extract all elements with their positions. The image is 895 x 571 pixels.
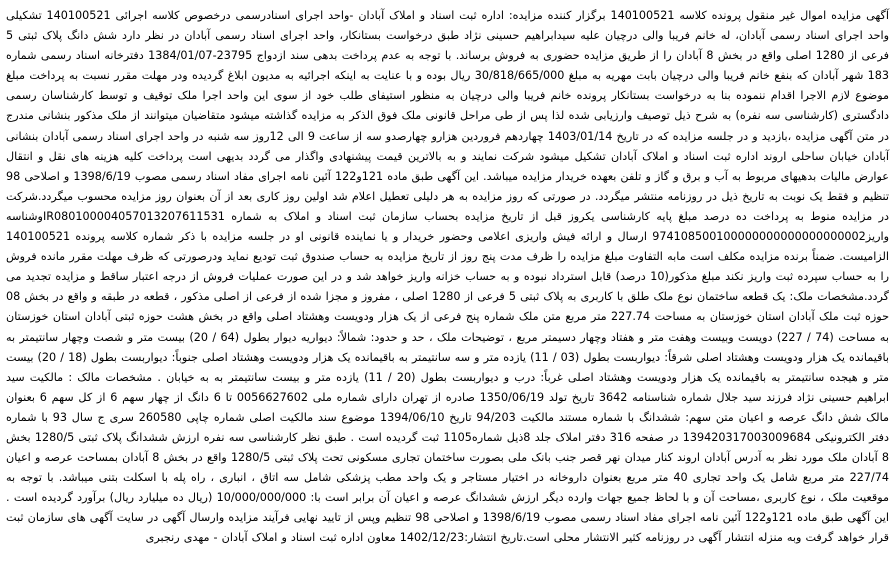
auction-notice-text: آگهی مزایده اموال غیر منقول پرونده کلاسه 140100521 برگزار کننده مزایده: اداره ثبت اسناد و املاک آبادان -واحد اجرای اسنادرسمی درخصوص کلاسه اجرائی 140100521 تشکیلی واحد اجرای اسناد رسمی آبادان، له خانم فریبا والی درچیان علیه سیدابراهیم حسینی نژاد طبق درخواست بستانکار، واحد اجرای اسناد رسمی آبادان در نظر دارد شش دانگ پلاک ثبتی 5 فرعی از 1280 اصلی واقع در بخش 8 آبادان را از طریق مزایده حضوری به فروش برساند. با توجه به عدم پرداخت بدهی سند ازدواج 23795-1384/01/07 دفترخانه اسناد رسمی شماره 183 شهر آبادان که بنفع خانم فریبا والی درچیان بابت مهریه به مبلغ 30/818/665/000 ریال بوده و با عنایت به اینکه اجرائیه به مدیون ابلاغ گردیده ودر مهلت مقرر نسبت به پرداخت مبلغ موضوع لازم الاجرا اقدام ننموده بنا به درخواست بستانکار پرونده خانم فریبا والی درچیان به منظور استیفای طلب خود از سوی این واحد اجرا ملک توقیف و توسط کارشناسان رسمی دادگستری (کارشناسی سه نفره) به شرح ذیل توصیف وارزیابی شده لذا پس از طی مراحل قانونی ملک فوق الذکر به مزایده گذاشته میشود متقاضیان میتوانند از ملک مذکور بنشانی مندرج در متن آگهی مزایده ،بازدید و در جلسه مزایده که در تاریخ 1403/01/14 چهاردهم فروردین هزارو چهارصدو سه از ساعت 9 الی 12روز سه شنبه در واحد اجرای اسناد رسمی آبادان بنشانی آبادان خیابان ساحلی اروند اداره ثبت اسناد و املاک آبادان تشکیل میشود شرکت نمایند و به بالاترین قیمت پیشنهادی واگذار می گردد بدیهی است پرداخت کلیه هزینه های نقل و انتقال عوارض مالیات بدهیهای مربوط به آب و برق و گاز و تلفن بعهده خریدار مزایده میباشد. این آگهی طبق ماده 121و122 آئین نامه اجرای مفاد اسناد رسمی مصوب 1398/6/19 و اصلاحی 98 تنظیم و فقط یک نوبت به تاریخ ذیل در روزنامه منتشر میگردد. در صورتی که روز مزایده به هر دلیلی تعطیل اعلام شد اولین روز کاری بعد از آن بعنوان روز مزایده محسوب میگردد.شرکت در مزایده منوط به پرداخت ده درصد مبلغ پایه کارشناسی یکروز قبل از تاریخ مزایده بحساب سازمان ثبت اسناد و املاک به شماره IR080100004057013207611531وشناسه واریز974108500100000000000000000002 ارسال و ارائه فیش واریزی اعلامی وحضور خریدار و یا نماینده قانونی او در جلسه مزایده با ذکر شماره کلاسه پرونده 140100521 الزامیست. ضمناً برنده مزایده مکلف است مابه التفاوت مبلغ مزایده را ظرف مدت پنج روز از تاریخ مزایده به حساب صندوق ثبت تودیع نماید ودرصورتی که ظرف مهلت مقرر مانده فروش را به حساب سپرده ثبت واریز نکند مبلغ مذکور(10 درصد) قابل استرداد نبوده و به حساب خزانه واریز خواهد شد و در این صورت عملیات فروش از درجه اعتبار ساقط و مزایده تجدید می گردد.مشخصات ملک: یک قطعه ساختمان نوع ملک طلق با کاربری به پلاک ثبتی 5 فرعی از 1280 اصلی ، مفروز و مجزا شده از فرعی از اصلی مذکور ، قطعه در طبقه و واقع در بخش 08 حوزه ثبت ملک آبادان استان خوزستان به مساحت 227.74 متر مربع متن ملک شماره پنج فرعی از یک هزار ودویست وهشتاد اصلی واقع در بخش هشت حوزه ثبتی آبادان استان خوزستان به مساحت (74 / 227) دویست وبیست وهفت متر و هفتاد وچهار دسیمتر مربع ، توضیحات ملک ، حد و حدود: شمالاً: دیواریه دیوار بطول (64 / 20) بیست متر و شصت وچهار سانتیمتر به باقیمانده یک هزار ودویست وهشتاد اصلی شرقاً: دیواربست بطول (03 / 11) یازده متر و سه سانتیمتر به باقیمانده یک هزار ودویست وهشتاد اصلی جنوباً: دیواربست بطول (18 / 20) بیست متر و هیجده سانتیمتر به باقیمانده یک هزار ودویست وهشتاد اصلی غرباً: درب و دیواربست بطول (20 / 11) یازده متر و بیست سانتیمتر به به خیابان . مشخصات مالک : مالکیت سید ابراهیم حسینی نژاد فرزند سید جلال شماره شناسنامه 3642 تاریخ تولد 1350/06/19 صادره از تهران دارای شماره ملی 0056627602 تا 6 دانگ از چهار سهم 6 از کل سهم 6 بعنوان مالک شش دانگ عرصه و اعیان متن سهم: ششدانگ با شماره مستند مالکیت 94/203 تاریخ 1394/06/10 موضوع سند مالکیت اصلی شماره چاپی 260580 سری ج سال 93 با شماره دفتر الکترونیکی 139420317003009684 در صفحه 316 دفتر املاک جلد 8ذیل شماره1105 ثبت گردیده است . طبق نظر کارشناسی سه نفره ارزش ششدانگ پلاک ثبتی 1280/5 بخش 8 آبادان ملک مورد نظر به آدرس آبادان اروند کنار میدان نهر قصر جنب بانک ملی بصورت ساختمان تجاری مسکونی تحت پلاک ثبتی 1280/5 واقع در بخش 8 آبادان بمساحت عرصه و اعیان 227/74 متر مربع شامل یک واحد تجاری 40 متر مربع بعنوان داروخانه در اختیار مستاجر و یک واحد مطب پزشکی شامل سه اتاق ، انباری ، راه پله با اسکلت بتنی میباشد. با توجه به موقعیت ملک ، نوع کاربری ،مساحت آن و با لحاظ جمیع جهات وارده دیگر ارزش ششدانگ عرصه و اعیان آن برابر است با: 10/000/000/000 (ریال ده میلیارد ریال) برآورد گردیده است . این آگهی طبق ماده 121و122 آئین نامه اجرای مفاد اسناد رسمی مصوب 1398/6/19 و اصلاحی 98 تنظیم وپس از تایید نهایی فرآیند مزایده وارسال آگهی در سایت آگهی های سازمان ثبت قرار خواهد گرفت وبه منزله انتشار آگهی در روزنامه کثیر الانتشار محلی است.تاریخ انتشار:1402/12/23 معاون اداره ثبت اسناد و املاک آبادان - مهدی رنجبری: [6, 9, 890, 545]
